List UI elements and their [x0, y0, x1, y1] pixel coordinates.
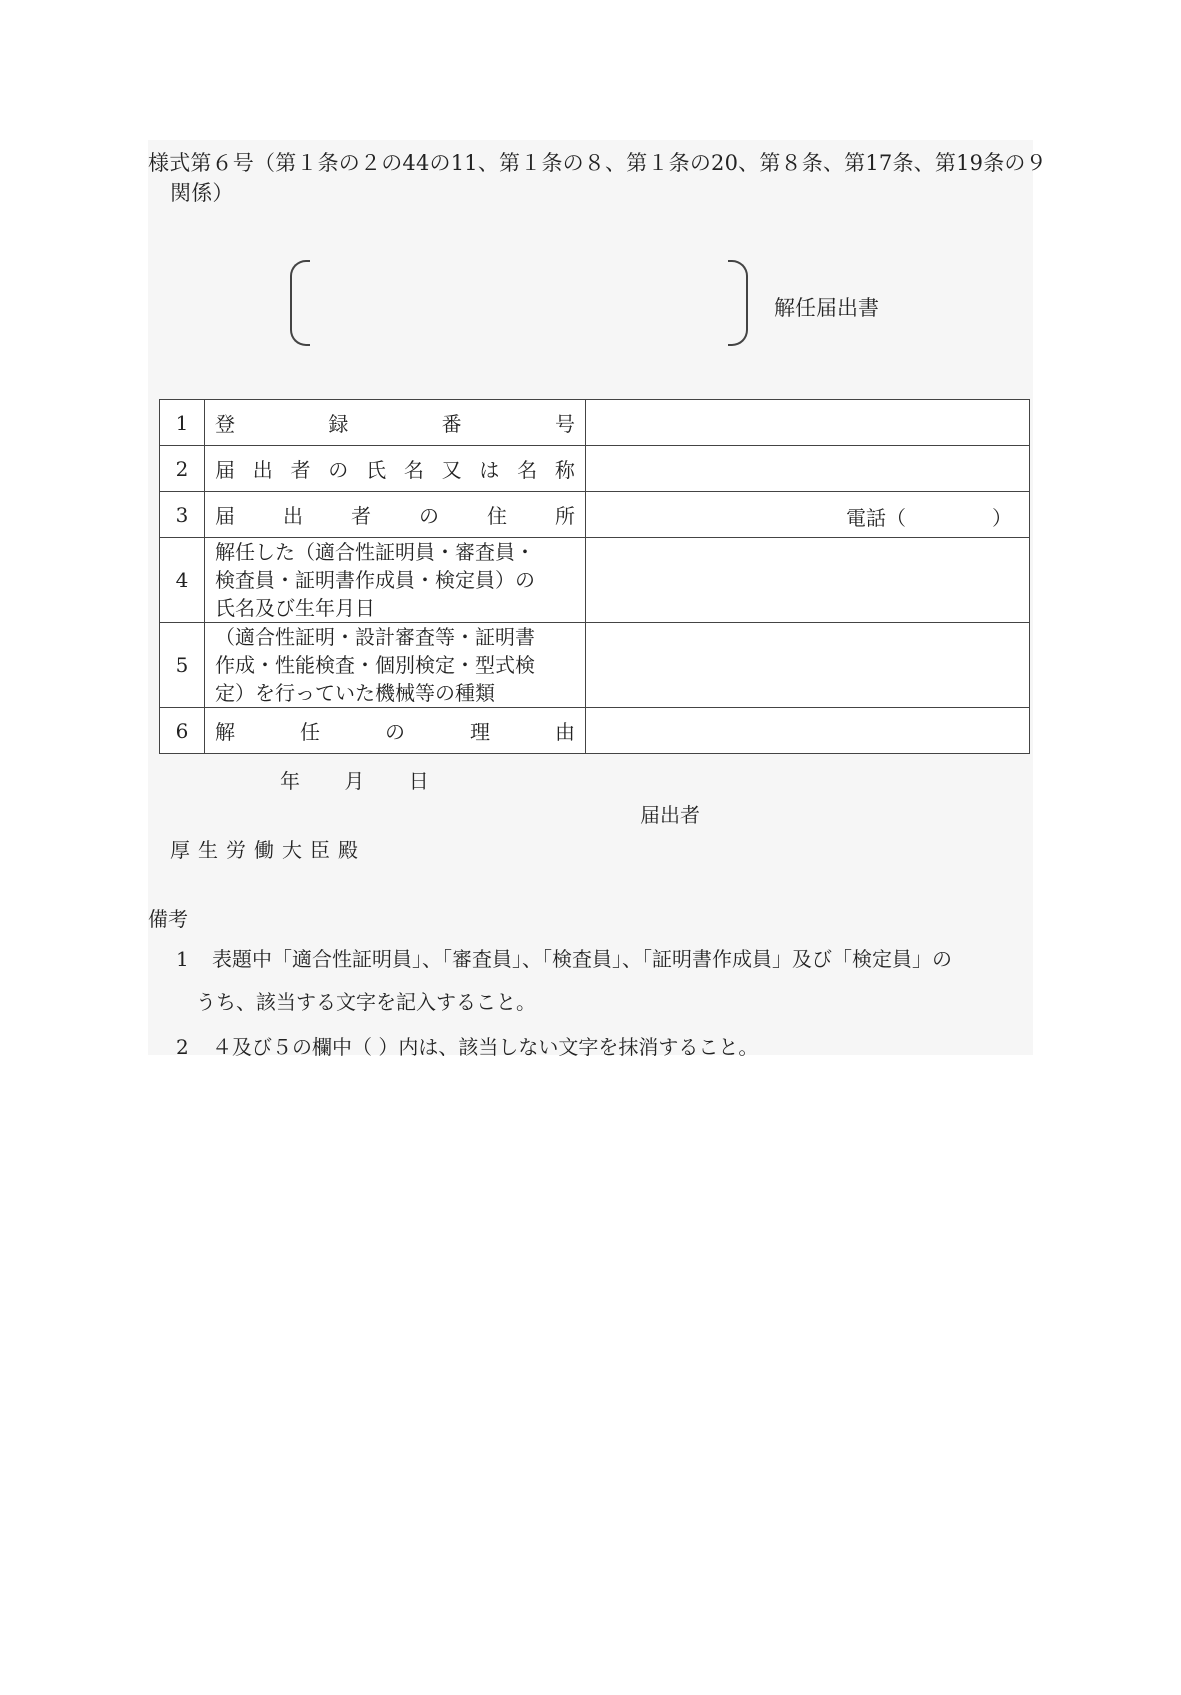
label-char: 称 [554, 458, 575, 482]
table-row [160, 446, 1030, 492]
label-char: 名 [517, 458, 538, 482]
row-label [205, 446, 586, 492]
notes-heading: 備考 [148, 907, 188, 931]
label-char: の [419, 504, 439, 528]
label-char: 所 [555, 504, 575, 528]
note-text: 表題中「適合性証明員」、「審査員」、「検査員」、「証明書作成員」及び「検定員」の [212, 947, 952, 971]
label-char: の [385, 720, 405, 744]
label-char: 住 [487, 504, 507, 528]
title-bracket-right [728, 260, 748, 346]
table-row [160, 400, 1030, 446]
row-number: 3 [160, 492, 205, 538]
label-char: 者 [290, 458, 311, 482]
label-char: 出 [252, 458, 273, 482]
label-char: 理 [470, 720, 490, 744]
phone-label [846, 502, 1012, 531]
date-line: 年 月 日 [280, 769, 429, 793]
note-number: 1 [176, 947, 189, 971]
label-line: 検査員・証明書作成員・検定員）の [215, 568, 535, 592]
applicant-address-field[interactable] [586, 492, 1030, 538]
addressee: 厚生労働大臣殿 [170, 838, 366, 862]
note-text: ４及び５の欄中（ ）内は、該当しない文字を抹消すること。 [212, 1035, 759, 1059]
table-row [160, 538, 1030, 623]
phone-open: 電話（ [846, 506, 906, 530]
machine-type-field[interactable] [586, 623, 1030, 708]
header-line-2: 関係） [170, 181, 234, 205]
phone-close: ） [992, 506, 1012, 530]
label-char: 届 [215, 504, 235, 528]
label-char: 番 [441, 412, 462, 436]
table-row [160, 492, 1030, 538]
note-number: 2 [176, 1035, 189, 1059]
title-bracket-left [290, 260, 310, 346]
row-number: 2 [160, 446, 205, 492]
dismissed-person-field[interactable] [586, 538, 1030, 623]
label-char: 氏 [366, 458, 387, 482]
row-number: 1 [160, 400, 205, 446]
applicant-name-field[interactable] [586, 446, 1030, 492]
form-title: 解任届出書 [774, 296, 879, 320]
label-line: 氏名及び生年月日 [215, 596, 375, 620]
label-char: は [479, 458, 500, 482]
label-char: 又 [441, 458, 462, 482]
note-item [176, 1031, 758, 1060]
dismissal-reason-field[interactable] [586, 708, 1030, 754]
form-header [148, 148, 1047, 208]
row-label [205, 708, 586, 754]
label-char: 者 [351, 504, 371, 528]
applicant-label: 届出者 [640, 803, 700, 827]
table-row [160, 623, 1030, 708]
header-line-1: 様式第６号（第１条の２の44の11、第１条の８、第１条の20、第８条、第17条、第19条の９ [148, 151, 1047, 175]
row-number: 5 [160, 623, 205, 708]
form-table [159, 399, 1030, 754]
row-label [205, 492, 586, 538]
label-line: （適合性証明・設計審査等・証明書 [215, 625, 535, 649]
label-char: 名 [403, 458, 424, 482]
note-item [176, 943, 952, 972]
registration-number-field[interactable] [586, 400, 1030, 446]
label-char: 出 [283, 504, 303, 528]
row-label [205, 400, 586, 446]
row-number: 6 [160, 708, 205, 754]
table-row [160, 708, 1030, 754]
label-char: 解 [215, 720, 235, 744]
label-char: 任 [300, 720, 320, 744]
label-char: 録 [328, 412, 349, 436]
label-char: 届 [215, 458, 235, 482]
row-number: 4 [160, 538, 205, 623]
label-line: 作成・性能検査・個別検定・型式検 [215, 653, 535, 677]
label-char: 号 [554, 412, 575, 436]
label-line: 解任した（適合性証明員・審査員・ [215, 540, 535, 564]
row-label [205, 623, 586, 708]
label-line: 定）を行っていた機械等の種類 [215, 681, 495, 705]
row-label [205, 538, 586, 623]
label-char: 登 [215, 412, 235, 436]
label-char: 由 [555, 720, 575, 744]
label-char: の [328, 458, 349, 482]
note-item-continuation: うち、該当する文字を記入すること。 [196, 990, 536, 1014]
